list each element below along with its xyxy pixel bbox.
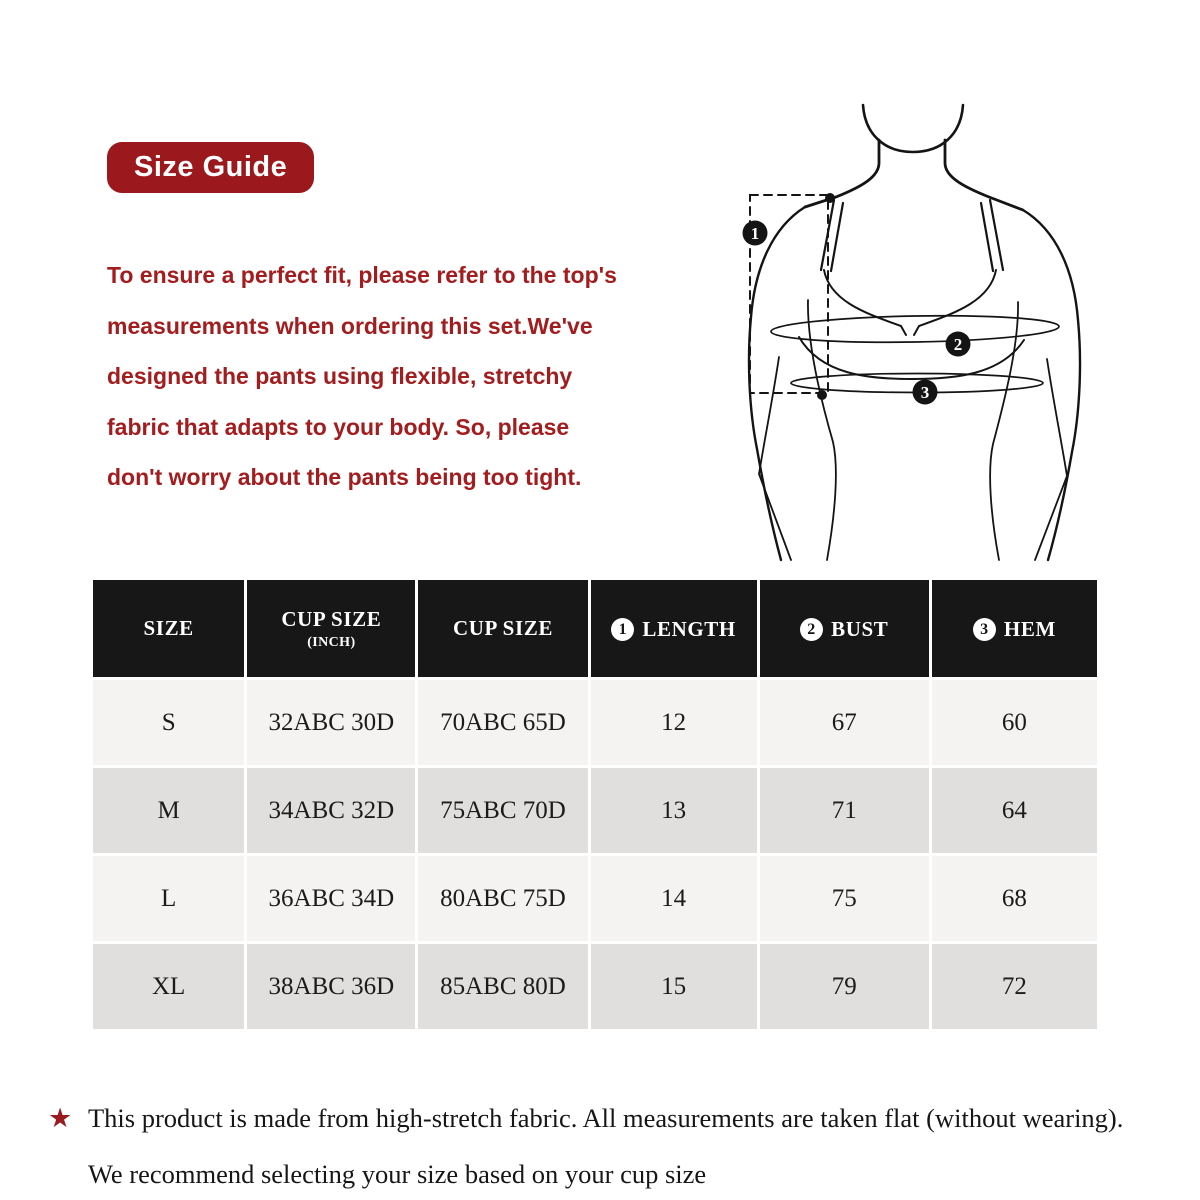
footnote-line: We recommend selecting your size based on your cup size	[88, 1159, 707, 1189]
footnote-text	[88, 1090, 1123, 1200]
marker-2-header-icon: 2	[800, 618, 823, 641]
intro-line: To ensure a perfect fit, please refer to the top's	[107, 262, 617, 288]
marker-1-header-icon: 1	[611, 618, 634, 641]
star-icon: ★	[48, 1103, 73, 1133]
intro-line: designed the pants using flexible, stretchy	[107, 363, 573, 389]
intro-line: fabric that adapts to your body. So, please	[107, 413, 570, 440]
shoulder-anchor-dot	[825, 193, 835, 203]
marker-3-header-icon: 3	[973, 618, 996, 641]
column-header-hem: 3 HEM	[932, 580, 1097, 677]
column-header-cup-size: CUP SIZE	[418, 580, 587, 677]
column-header-cup-size-inch: CUP SIZE (INCH)	[247, 580, 415, 677]
table-row-size-xl: XL 38ABC 36D 85ABC 80D 15 79 72	[93, 944, 1097, 1029]
intro-line: measurements when ordering this set.We've	[107, 312, 593, 339]
table-row-size-s: S 32ABC 30D 70ABC 65D 12 67 60	[93, 680, 1097, 765]
table-header-row	[93, 580, 1097, 677]
intro-paragraph	[107, 250, 707, 503]
column-header-length: 1 LENGTH	[591, 580, 757, 677]
hem-anchor-dot	[817, 390, 827, 400]
torso-measurement-diagram	[693, 57, 1133, 562]
column-header-bust: 2 BUST	[760, 580, 929, 677]
intro-line: don't worry about the pants being too tight.	[107, 464, 582, 490]
torso-figure-illustration	[693, 57, 1133, 562]
size-guide-badge: Size Guide	[107, 142, 314, 193]
size-table	[90, 577, 1100, 1032]
marker-3-number: 3	[920, 383, 930, 402]
column-subheader-inch: (INCH)	[307, 634, 356, 650]
footnote-line: This product is made from high-stretch fabric. All measurements are taken flat (without wearing).	[88, 1103, 1124, 1133]
table-row-size-m: M 34ABC 32D 75ABC 70D 13 71 64	[93, 768, 1097, 853]
marker-1-number: 1	[750, 224, 760, 243]
table-row-size-l: L 36ABC 34D 80ABC 75D 14 75 68	[93, 856, 1097, 941]
column-header-size: SIZE	[93, 580, 244, 677]
marker-2-number: 2	[953, 335, 963, 354]
